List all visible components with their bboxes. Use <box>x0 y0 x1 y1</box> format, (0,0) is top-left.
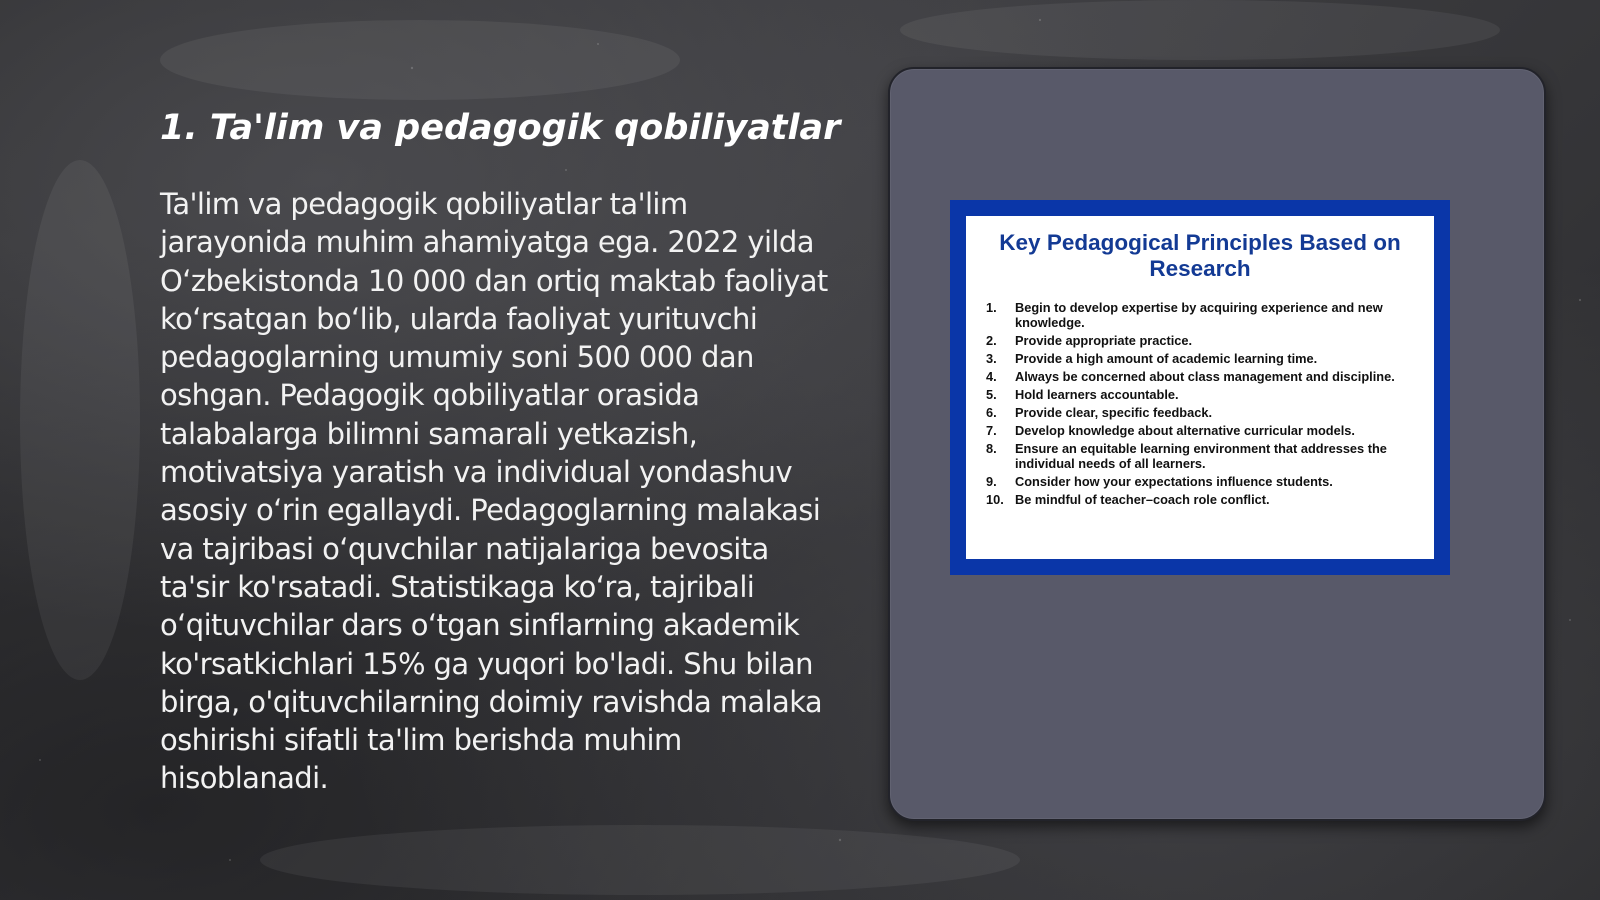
principles-figure-content <box>966 216 1434 559</box>
principle-text: Begin to develop expertise by acquiring experience and new knowledge. <box>1015 300 1383 330</box>
principle-number: 3. <box>986 351 997 366</box>
principle-text: Hold learners accountable. <box>1015 387 1179 402</box>
principle-text: Be mindful of teacher–coach role conflict. <box>1015 492 1270 507</box>
principles-figure <box>950 200 1450 575</box>
principle-item <box>986 369 1420 384</box>
principle-item <box>986 405 1420 420</box>
principle-number: 10. <box>986 492 1004 507</box>
principle-text: Consider how your expectations influence students. <box>1015 474 1333 489</box>
principle-number: 2. <box>986 333 997 348</box>
principle-text: Ensure an equitable learning environment that addresses the individual needs of all learners. <box>1015 441 1387 471</box>
principle-number: 8. <box>986 441 997 456</box>
principle-item <box>986 333 1420 348</box>
principle-text: Develop knowledge about alternative curricular models. <box>1015 423 1355 438</box>
principles-list <box>980 300 1420 507</box>
principle-number: 9. <box>986 474 997 489</box>
principle-item <box>986 492 1420 507</box>
principle-number: 7. <box>986 423 997 438</box>
principle-text: Provide clear, specific feedback. <box>1015 405 1213 420</box>
principle-item <box>986 387 1420 402</box>
principle-text: Always be concerned about class management and discipline. <box>1015 369 1395 384</box>
principle-number: 5. <box>986 387 997 402</box>
principle-number: 4. <box>986 369 997 384</box>
principle-text: Provide appropriate practice. <box>1015 333 1193 348</box>
principle-item <box>986 474 1420 489</box>
figure-title: Key Pedagogical Principles Based on Research <box>999 230 1401 281</box>
principle-number: 1. <box>986 300 997 315</box>
principle-item <box>986 423 1420 438</box>
principle-text: Provide a high amount of academic learning time. <box>1015 351 1318 366</box>
body-paragraph: Ta'lim va pedagogik qobiliyatlar ta'lim jarayonida muhim ahamiyatga ega. 2022 yilda O‘zbekistonda 10 000 dan ortiq maktab faoliyat ko‘rsatgan bo‘lib, ularda faoliyat yurituvchi pedagoglarning umumiy soni 500 000 dan oshgan. Pedagogik qobiliyatlar orasida talabalarga bilimni samarali yetkazish, motivatsiya yaratish va individual yondashuv asosiy o‘rin egallaydi. Pedagoglarning malakasi va tajribasi o‘quvchilar natijalariga bevosita ta'sir ko'rsatadi. Statistikaga ko‘ra, tajribali o‘qituvchilar dars o‘tgan sinflarning akademik ko'rsatkichlari 15% ga yuqori bo'ladi. Shu bilan birga, o'qituvchilarning doimiy ravishda malaka oshirishi sifatli ta'lim berishda muhim hisoblanadi. <box>160 187 828 796</box>
principle-item <box>986 300 1420 330</box>
principle-item <box>986 441 1420 471</box>
slide-title: 1. Ta'lim va pedagogik qobiliyatlar <box>160 108 841 148</box>
principle-item <box>986 351 1420 366</box>
principle-number: 6. <box>986 405 997 420</box>
